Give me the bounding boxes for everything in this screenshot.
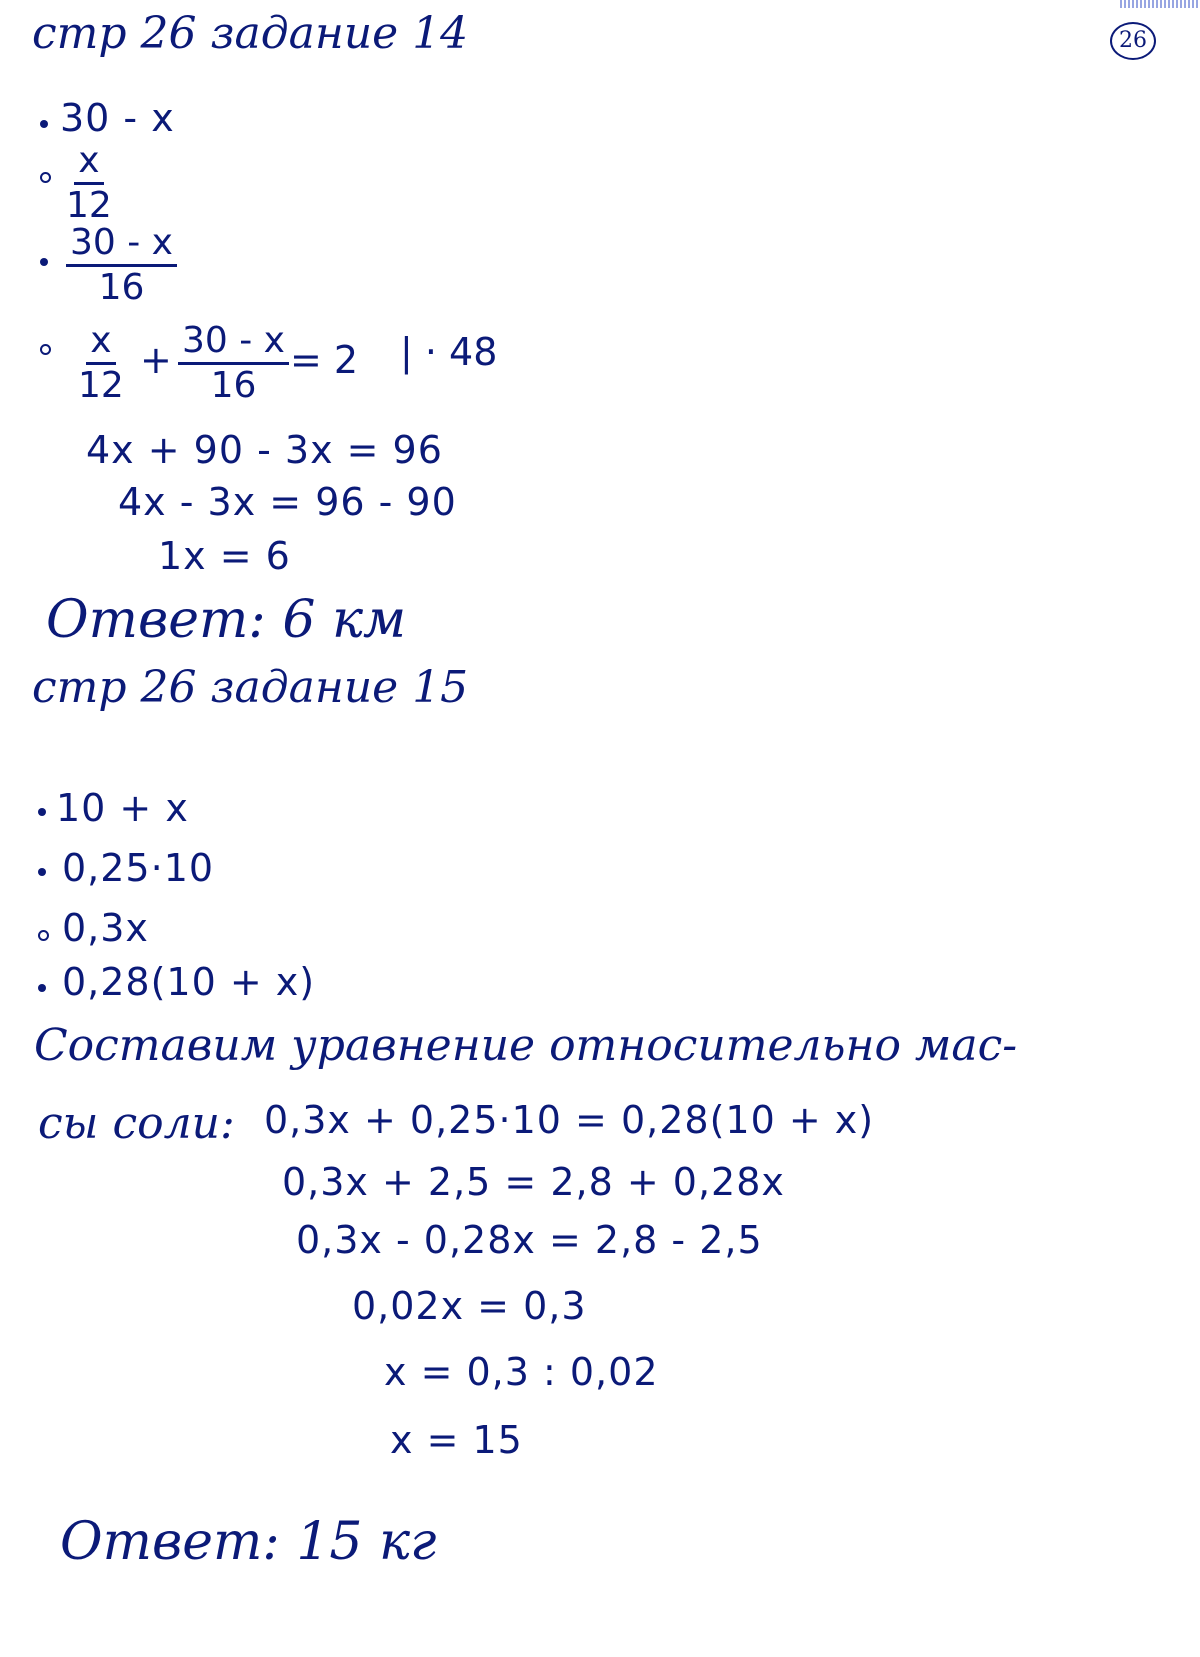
task15-item-1: 10 + x — [56, 786, 189, 830]
bullet-dot — [40, 120, 48, 128]
task14-step-3: 1x = 6 — [158, 534, 291, 578]
task15-item-3: 0,3x — [62, 906, 149, 950]
task14-item-1: 30 - x — [60, 96, 175, 140]
task14-step-2: 4x - 3x = 96 - 90 — [118, 480, 457, 524]
task15-step-5: x = 15 — [390, 1418, 523, 1462]
fraction-denominator: 16 — [98, 266, 145, 308]
task15-step-1: 0,3x + 2,5 = 2,8 + 0,28x — [282, 1160, 785, 1204]
bullet-dot — [38, 808, 46, 816]
bullet-dot — [38, 868, 46, 876]
task14-item-2-fraction — [66, 142, 112, 225]
task14-equation-fraction-2 — [178, 322, 289, 405]
bullet-circle — [40, 172, 51, 183]
task14-answer: Ответ: 6 км — [46, 590, 407, 650]
plus-sign: + — [140, 338, 172, 382]
fraction-denominator: 12 — [78, 364, 124, 406]
task14-item-3-fraction — [66, 224, 177, 307]
task14-step-1: 4x + 90 - 3x = 96 — [86, 428, 443, 472]
task14-equation-fraction-1 — [78, 322, 124, 405]
page-number-badge: 26 — [1110, 22, 1156, 60]
task15-statement-line-1: Составим уравнение относительно мас- — [34, 1020, 1018, 1071]
fraction-denominator: 16 — [210, 364, 257, 406]
fraction-denominator: 12 — [66, 184, 112, 226]
fraction-numerator: 30 - x — [178, 322, 289, 365]
task15-item-2: 0,25·10 — [62, 846, 215, 890]
bullet-circle — [38, 930, 49, 941]
task15-heading: стр 26 задание 15 — [32, 662, 469, 713]
fraction-numerator: x — [86, 322, 115, 365]
fraction-numerator: 30 - x — [66, 224, 177, 267]
task14-heading: стр 26 задание 14 — [32, 8, 469, 59]
task15-answer: Ответ: 15 кг — [60, 1512, 437, 1572]
task15-statement-line-2-prefix: сы соли: — [38, 1098, 235, 1149]
equation-rhs: = 2 — [290, 338, 359, 382]
bullet-circle — [40, 344, 51, 355]
page-edge-strip — [1120, 0, 1200, 8]
fraction-numerator: x — [74, 142, 103, 185]
bullet-dot — [40, 258, 48, 266]
bullet-dot — [38, 984, 46, 992]
equation-multiplier: | · 48 — [400, 330, 498, 374]
task15-step-3: 0,02x = 0,3 — [352, 1284, 587, 1328]
task15-step-4: x = 0,3 : 0,02 — [384, 1350, 659, 1394]
task15-equation: 0,3x + 0,25·10 = 0,28(10 + x) — [264, 1098, 875, 1142]
task15-step-2: 0,3x - 0,28x = 2,8 - 2,5 — [296, 1218, 763, 1262]
task15-item-4: 0,28(10 + x) — [62, 960, 316, 1004]
